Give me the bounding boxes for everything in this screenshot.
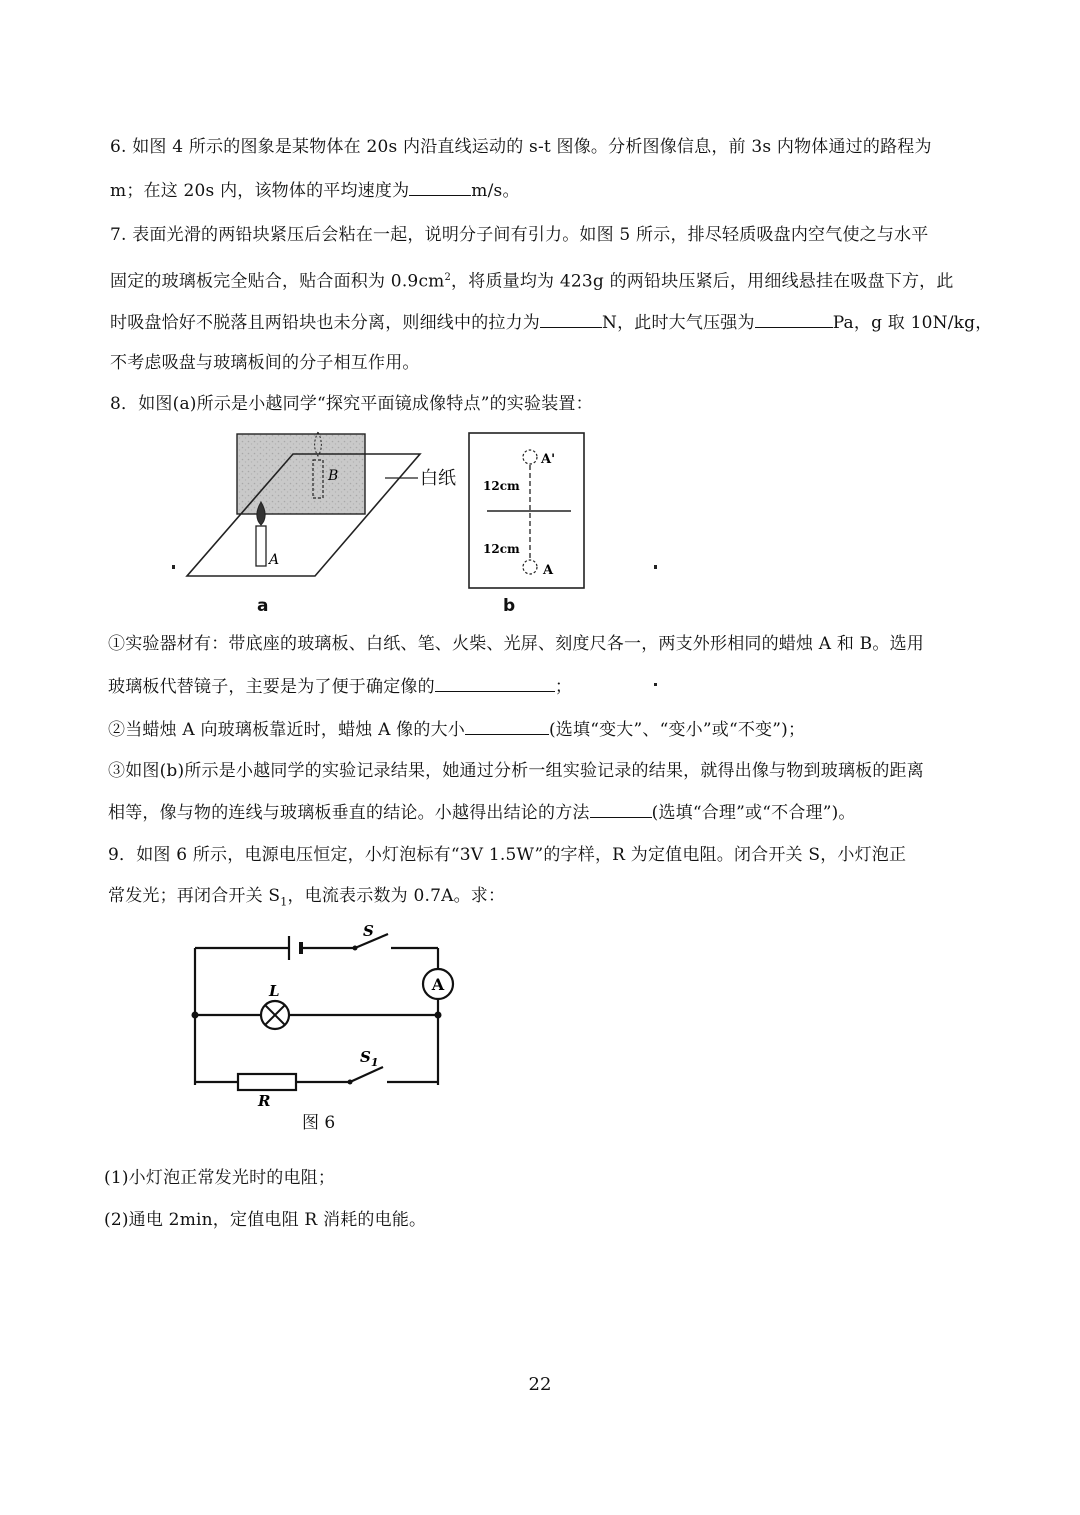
q9-line-2 xyxy=(108,885,505,913)
q6-line-1: 6. 如图 4 所示的图象是某物体在 20s 内沿直线运动的 s-t 图像。分析图像信息，前 3s 内物体通过的路程为 xyxy=(110,137,932,157)
q9-sub-2: (2)通电 2min，定值电阻 R 消耗的电能。 xyxy=(104,1210,427,1230)
q8-answer-blank-image xyxy=(435,675,555,692)
q7-area-exponent: 2 xyxy=(444,272,452,283)
q8-part3-text-a: 相等，像与物的连线与玻璃板垂直的结论。小越得出结论的方法 xyxy=(108,803,590,823)
q7-line-2 xyxy=(110,267,954,293)
q8-part2-text-b: (选填“变大”、“变小”或“不变”)； xyxy=(548,720,806,740)
label-b: B xyxy=(328,468,339,484)
ammeter-label: A xyxy=(431,975,445,994)
distance-bottom: 12cm xyxy=(483,542,520,556)
q7-line-3 xyxy=(110,311,992,334)
figure-6-caption: 图 6 xyxy=(302,1113,336,1133)
candle-a xyxy=(256,526,266,566)
q7-line-4: 不考虑吸盘与玻璃板间的分子相互作用。 xyxy=(110,353,420,373)
q9-sub-1: (1)小灯泡正常发光时的电阻； xyxy=(104,1168,336,1188)
q9-text-a: 常发光；再闭合开关 S xyxy=(108,886,281,906)
q9-s1-subscript: 1 xyxy=(280,895,288,909)
q8-line-1: 8．如图(a)所示是小越同学“探究平面镜成像特点”的实验装置： xyxy=(110,394,593,414)
lamp-label: L xyxy=(269,982,280,1000)
q6-text-b: m/s。 xyxy=(471,181,520,201)
q7-text-c: 时吸盘恰好不脱落且两铅块也未分离，则细线中的拉力为 xyxy=(110,313,540,333)
object-position-a xyxy=(523,560,537,574)
label-white-paper: 白纸 xyxy=(420,468,456,489)
q8-part1-text-a: 玻璃板代替镜子，主要是为了便于确定像的 xyxy=(108,677,435,697)
distance-top: 12cm xyxy=(483,479,520,493)
label-a: A xyxy=(269,552,280,568)
q9-text-b: ，电流表示数为 0.7A。求： xyxy=(287,886,506,906)
q9-line-1: 9．如图 6 所示，电源电压恒定，小灯泡标有“3V 1.5W”的字样，R 为定值电阻。闭合开关 S，小灯泡正 xyxy=(108,845,907,865)
q8-part1-line-1: ①实验器材有：带底座的玻璃板、白纸、笔、火柴、光屏、刻度尺各一，两支外形相同的蜡烛 A 和 B。选用 xyxy=(108,634,924,654)
label-a-b: A xyxy=(543,563,554,578)
q6-text-a: m；在这 20s 内，该物体的平均速度为 xyxy=(110,181,410,201)
q8-part3-line-2 xyxy=(108,801,856,824)
page-number: 22 xyxy=(528,1374,552,1395)
circuit-diagram xyxy=(185,922,465,1107)
q7-answer-blank-pressure xyxy=(755,311,833,328)
q7-line-1: 7. 表面光滑的两铅块紧压后会粘在一起，说明分子间有引力。如图 5 所示，排尽轻质吸盘内空气使之与水平 xyxy=(110,225,929,245)
switch-s-label: S xyxy=(363,922,374,940)
switch-s1-label: $S_1$ xyxy=(360,1048,379,1069)
resistor-icon xyxy=(238,1074,296,1090)
figure-b-record-sheet xyxy=(465,430,590,592)
switch-s1-blade xyxy=(350,1067,383,1082)
q7-text-a: 固定的玻璃板完全贴合，贴合面积为 0.9cm xyxy=(110,271,445,292)
resistor-label: R xyxy=(258,1092,271,1107)
image-position-a-prime xyxy=(523,450,537,464)
q8-part2-text-a: ②当蜡烛 A 向玻璃板靠近时，蜡烛 A 像的大小 xyxy=(108,720,465,740)
q6-answer-blank-velocity xyxy=(409,179,471,196)
q7-text-b: ，将质量均为 423g 的两铅块压紧后，用细线悬挂在吸盘下方，此 xyxy=(451,271,954,292)
label-a-prime: A' xyxy=(541,452,556,467)
q8-part3-line-1: ③如图(b)所示是小越同学的实验记录结果，她通过分析一组实验记录的结果，就得出像与物到玻璃板的距离 xyxy=(108,761,924,781)
q7-text-e: Pa，g 取 10N/kg， xyxy=(832,313,993,333)
caption-a: a xyxy=(257,596,269,616)
q8-answer-blank-method xyxy=(590,801,652,818)
q8-part2 xyxy=(108,718,805,741)
q8-part1-text-b: ； xyxy=(554,677,573,697)
q8-part3-text-b: (选填“合理”或“不合理”)。 xyxy=(651,803,856,823)
q8-part1-line-2 xyxy=(108,675,572,698)
q7-text-d: N，此时大气压强为 xyxy=(602,313,755,333)
glass-plate xyxy=(237,434,365,514)
q7-answer-blank-tension xyxy=(540,311,602,328)
q8-answer-blank-size xyxy=(465,718,549,735)
caption-b: b xyxy=(503,596,516,616)
figure-a-mirror-setup xyxy=(175,428,475,583)
q6-line-2 xyxy=(110,179,520,202)
